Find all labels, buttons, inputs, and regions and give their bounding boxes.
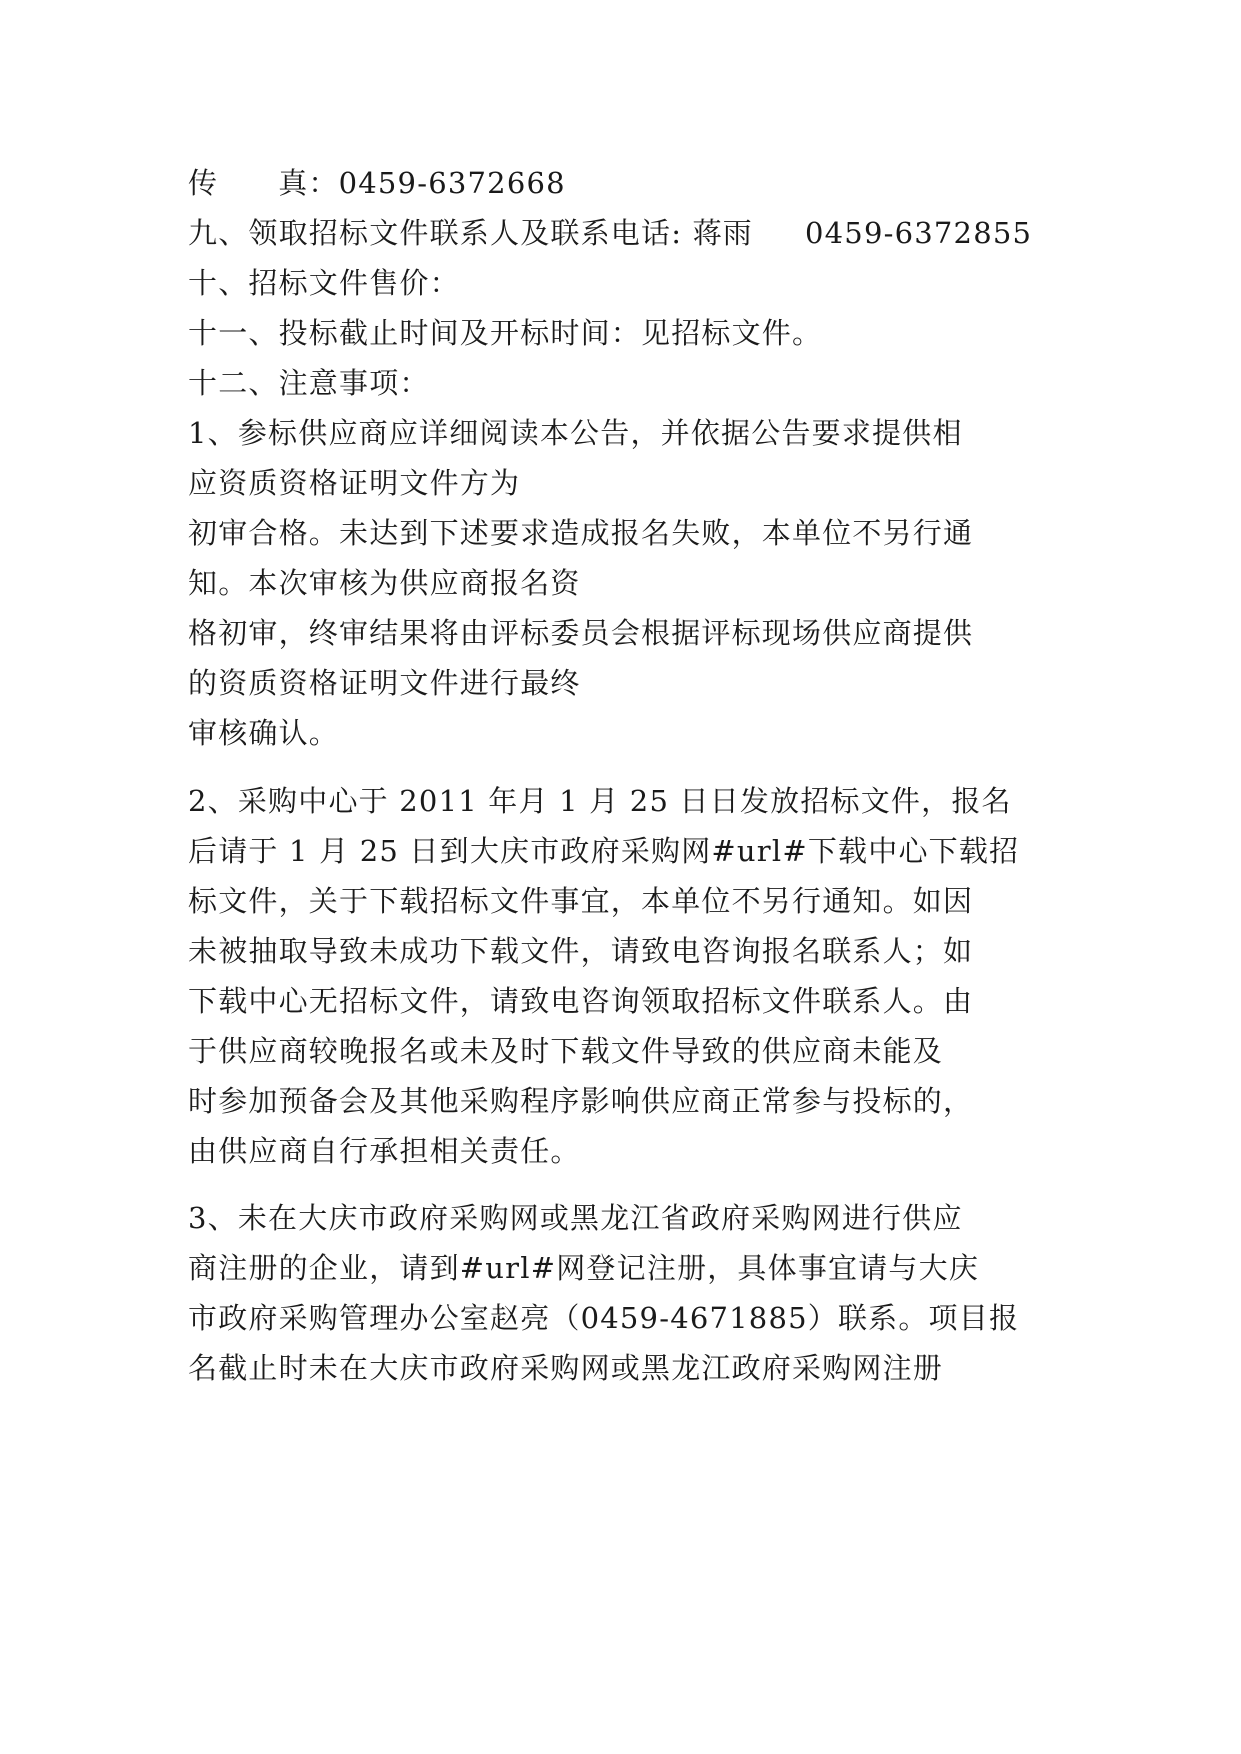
note-1 <box>188 408 1068 758</box>
note-2-line: 下载中心无招标文件，请致电咨询领取招标文件联系人。由 <box>188 983 974 1018</box>
note-2-line: 未被抽取导致未成功下载文件，请致电咨询报名联系人；如 <box>188 933 974 968</box>
note-1-line: 格初审，终审结果将由评标委员会根据评标现场供应商提供 <box>188 616 974 650</box>
note-2-line: 于供应商较晚报名或未及时下载文件导致的供应商未能及 <box>188 1033 944 1068</box>
document-body <box>188 158 1068 1393</box>
note-1-line: 应资质资格证明文件方为 <box>188 466 521 500</box>
note-3 <box>188 1193 1068 1393</box>
item-12-line: 十二、注意事项： <box>188 366 430 400</box>
note-2-line: 2、采购中心于 2011 年月 1 月 25 日日发放招标文件，报名 <box>188 783 1012 818</box>
note-2-line: 标文件，关于下载招标文件事宜，本单位不另行通知。如因 <box>188 883 974 918</box>
note-1-line: 知。本次审核为供应商报名资 <box>188 566 581 600</box>
note-3-line: 商注册的企业，请到#url#网登记注册，具体事宜请与大庆 <box>188 1251 980 1285</box>
note-1-line: 初审合格。未达到下述要求造成报名失败，本单位不另行通 <box>188 516 974 550</box>
note-1-line: 1、参标供应商应详细阅读本公告，并依据公告要求提供相 <box>188 416 963 450</box>
fax-number: 0459-6372668 <box>338 166 566 200</box>
note-2-line: 后请于 1 月 25 日到大庆市政府采购网#url#下载中心下载招 <box>188 833 1020 868</box>
item-9-text: 九、领取招标文件联系人及联系电话: 蒋雨 <box>188 216 753 250</box>
fax-line <box>188 158 1068 208</box>
item-10-line: 十、招标文件售价： <box>188 266 460 300</box>
fax-label-first-char: 传 <box>188 166 219 200</box>
note-2 <box>188 776 1068 1176</box>
item-11-line: 十一、投标截止时间及开标时间：见招标文件。 <box>188 316 823 350</box>
note-2-line: 由供应商自行承担相关责任。 <box>188 1133 581 1168</box>
note-1-line: 审核确认。 <box>188 716 340 750</box>
note-1-line: 的资质资格证明文件进行最终 <box>188 666 581 700</box>
note-3-line: 市政府采购管理办公室赵亮（0459-4671885）联系。项目报 <box>188 1301 1020 1335</box>
note-2-line: 时参加预备会及其他采购程序影响供应商正常参与投标的， <box>188 1083 974 1118</box>
note-3-line: 名截止时未在大庆市政府采购网或黑龙江政府采购网注册 <box>188 1351 944 1385</box>
item-9-phone: 0459-6372855 <box>805 216 1033 250</box>
item-9-line <box>188 208 1068 258</box>
note-3-line: 3、未在大庆市政府采购网或黑龙江省政府采购网进行供应 <box>188 1201 963 1235</box>
fax-label-second-char: 真： <box>278 166 339 200</box>
